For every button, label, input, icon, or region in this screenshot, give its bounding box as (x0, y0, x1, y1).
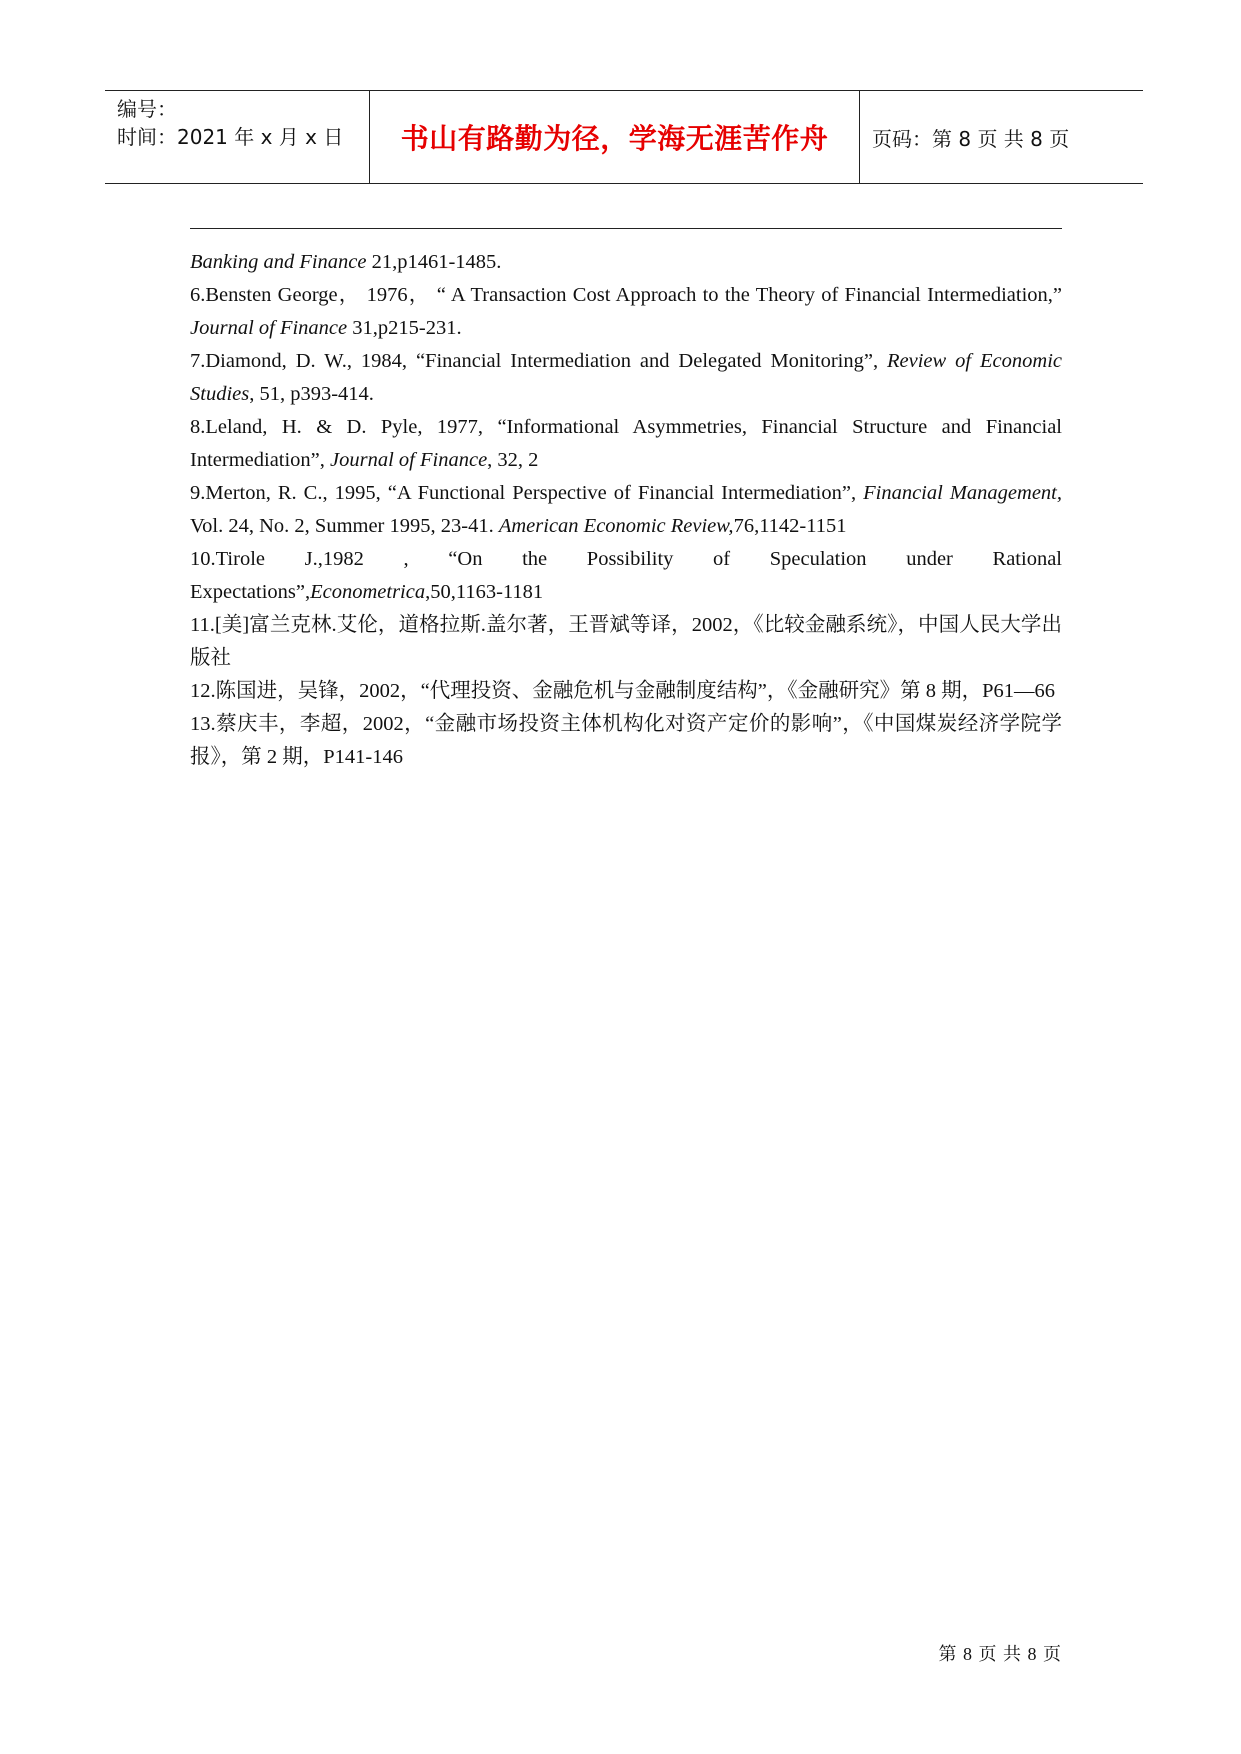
reference-entry (190, 609, 1062, 675)
reference-entry (190, 708, 1062, 774)
document-time-label: 时间：2021 年 x 月 x 日 (117, 125, 344, 149)
page-footer: 第 8 页 共 8 页 (938, 1644, 1062, 1664)
reference-text: 8.Leland, H. & D. Pyle, 1977, “Informational Asymmetries, Financial Structure and Financial Intermediation”, (190, 416, 1062, 471)
reference-text: 21,p1461-1485. (366, 251, 502, 273)
header-meta-cell (105, 91, 370, 183)
reference-text: 13.蔡庆丰，李超，2002，“金融市场投资主体机构化对资产定价的影响”，《中国煤炭经济学院学报》，第 2 期，P141-146 (190, 713, 1062, 768)
reference-text: ,50,1163-1181 (425, 581, 544, 603)
reference-text: , 32, 2 (487, 449, 539, 471)
reference-text: Vol. 24, No. 2, Summer 1995, 23-41. (190, 515, 499, 537)
reference-text: 7.Diamond, D. W., 1984, “Financial Intermediation and Delegated Monitoring”, (190, 350, 888, 372)
reference-italic-title: American Economic Review, (498, 515, 734, 537)
reference-italic-title: Econometrica (310, 581, 426, 603)
reference-italic-title: Journal of Finance (330, 449, 488, 471)
reference-text: 9.Merton, R. C., 1995, “A Functional Perspective of Financial Intermediation”, (190, 482, 864, 504)
document-number-label: 编号： (117, 97, 177, 121)
reference-list (190, 246, 1062, 774)
section-divider (190, 228, 1062, 229)
reference-italic-title: Journal of Finance (190, 317, 348, 339)
reference-entry (190, 345, 1062, 411)
reference-italic-title: Financial Management, (863, 482, 1062, 504)
reference-text: 31,p215-231. (347, 317, 462, 339)
reference-entry (190, 675, 1062, 708)
reference-text: , 51, p393-414. (249, 383, 374, 405)
header-page-cell (860, 91, 1143, 183)
reference-text: 10.Tirole J.,1982 , “On the Possibility of Speculation under Rational Expectations”, (190, 548, 1062, 603)
header-page-label: 页码：第 8 页 共 8 页 (872, 127, 1070, 151)
reference-entry (190, 279, 1062, 345)
reference-entry (190, 411, 1062, 477)
reference-entry (190, 477, 1062, 543)
reference-italic-title: Banking and Finance (190, 251, 367, 273)
reference-entry (190, 246, 1062, 279)
reference-text: 12.陈国进，吴锋，2002，“代理投资、金融危机与金融制度结构”，《金融研究》第 8 期，P61—66 (190, 680, 1055, 702)
header-motto-cell (370, 91, 860, 183)
reference-text: 6.Bensten George， 1976， “ A Transaction Cost Approach to the Theory of Financial Intermediation,” (190, 284, 1062, 306)
page-header (105, 90, 1143, 184)
header-motto: 书山有路勤为径，学海无涯苦作舟 (400, 122, 829, 155)
reference-italic-title: Review of Economic Studies (190, 350, 1062, 405)
reference-entry (190, 543, 1062, 609)
reference-text: 76,1142-1151 (733, 515, 847, 537)
reference-text: 11.[美]富兰克林.艾伦，道格拉斯.盖尔著，王晋斌等译，2002，《比较金融系统》，中国人民大学出版社 (190, 614, 1062, 669)
